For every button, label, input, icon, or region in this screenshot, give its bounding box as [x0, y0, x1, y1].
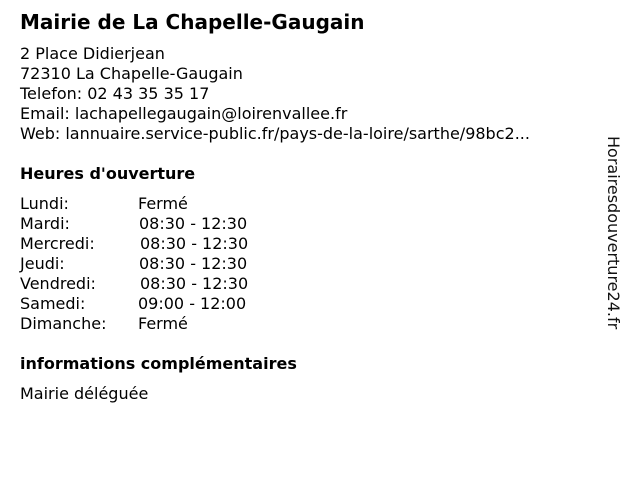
time-value: Fermé — [138, 314, 188, 333]
hours-row-wednesday — [20, 234, 420, 254]
time-value: Fermé — [138, 194, 188, 213]
site-watermark: Horairesdouverture24.fr — [604, 136, 623, 330]
hours-row-saturday — [20, 294, 420, 314]
time-value: 08:30 - 12:30 — [140, 274, 249, 293]
day-label: Mercredi: — [20, 234, 95, 253]
day-label: Lundi: — [20, 194, 69, 213]
time-value: 09:00 - 12:00 — [138, 294, 247, 313]
day-label: Samedi: — [20, 294, 86, 313]
hours-heading: Heures d'ouverture — [20, 164, 196, 183]
phone-line: Telefon: 02 43 35 35 17 — [20, 84, 210, 103]
day-label: Dimanche: — [20, 314, 107, 333]
info-heading: informations complémentaires — [20, 354, 297, 373]
hours-row-sunday — [20, 314, 420, 334]
info-text: Mairie déléguée — [20, 384, 149, 403]
day-label: Jeudi: — [20, 254, 65, 273]
page-title: Mairie de La Chapelle-Gaugain — [20, 10, 365, 34]
hours-row-monday — [20, 194, 420, 214]
city-line: 72310 La Chapelle-Gaugain — [20, 64, 243, 83]
email-line: Email: lachapellegaugain@loirenvallee.fr — [20, 104, 348, 123]
hours-row-tuesday — [20, 214, 420, 234]
time-value: 08:30 - 12:30 — [140, 234, 249, 253]
time-value: 08:30 - 12:30 — [139, 214, 248, 233]
day-label: Mardi: — [20, 214, 70, 233]
hours-row-friday — [20, 274, 420, 294]
street-line: 2 Place Didierjean — [20, 44, 165, 63]
web-line: Web: lannuaire.service-public.fr/pays-de-la-loire/sarthe/98bc2... — [20, 124, 530, 143]
address-block — [20, 44, 530, 144]
day-label: Vendredi: — [20, 274, 96, 293]
hours-row-thursday — [20, 254, 420, 274]
opening-hours-table — [20, 194, 420, 334]
time-value: 08:30 - 12:30 — [139, 254, 248, 273]
